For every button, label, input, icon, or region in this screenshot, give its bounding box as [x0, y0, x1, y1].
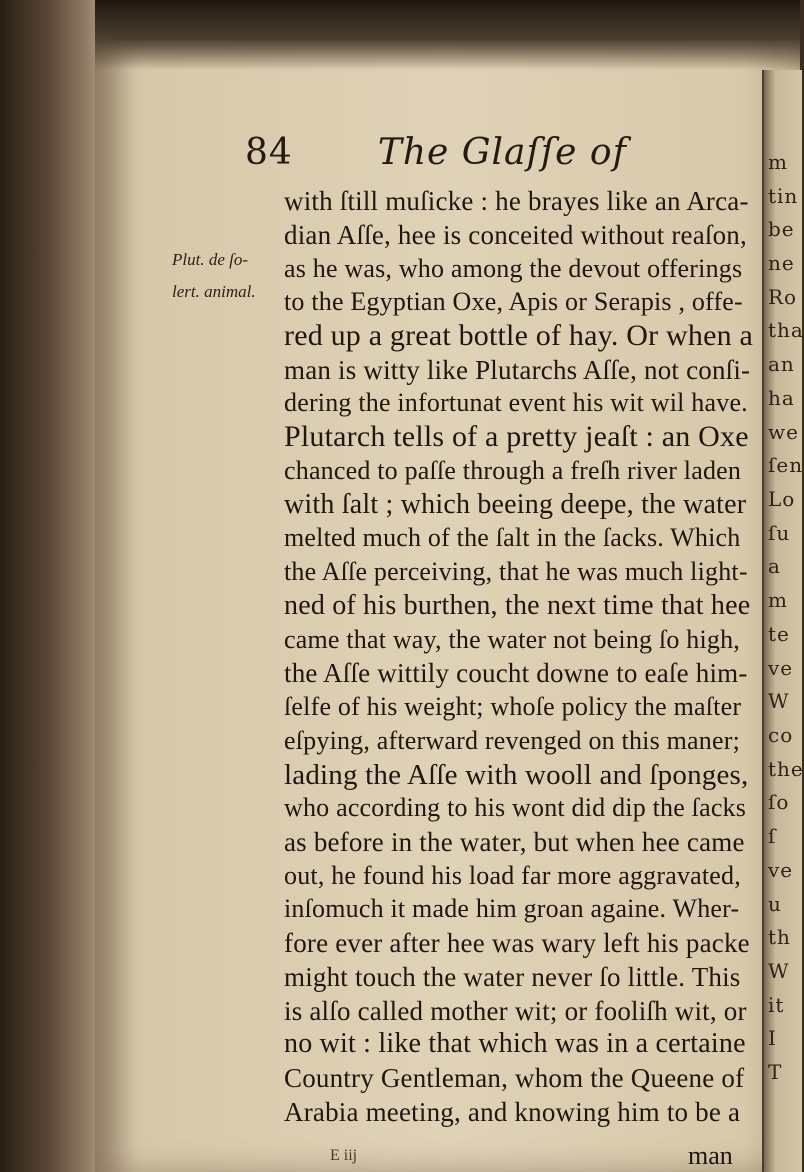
facing-fragment: ſen — [768, 453, 804, 477]
facing-fragment: a — [768, 554, 781, 578]
text-line: who according to his wont did dip the ſacks — [284, 793, 747, 822]
facing-fragment: it — [768, 993, 785, 1017]
facing-fragment: W — [768, 959, 790, 983]
facing-fragment: ne — [768, 251, 795, 275]
facing-fragment: be — [768, 217, 795, 241]
facing-fragment: te — [768, 622, 790, 646]
facing-fragment: T — [768, 1060, 783, 1084]
facing-fragment: we — [768, 420, 799, 444]
facing-fragment: ſ — [768, 824, 777, 848]
facing-fragment: ve — [768, 656, 794, 680]
text-line: man is witty like Plutarchs Aſſe, not conſi- — [284, 355, 751, 385]
book-gutter — [0, 0, 110, 1172]
text-line: inſomuch it made him groan againe. Wher- — [284, 894, 740, 923]
text-line: is alſo called mother wit; or fooliſh wit, or — [284, 996, 747, 1026]
facing-fragment: I — [768, 1026, 777, 1050]
text-line: ned of his burthen, the next time that hee — [284, 590, 751, 621]
text-line: ſelfe of his weight; whoſe policy the maſter — [284, 692, 742, 721]
facing-fragment: ſu — [768, 521, 791, 545]
text-line: dian Aſſe, hee is conceited without reaſon, — [284, 220, 747, 250]
text-line: no wit : like that which was in a certaine — [284, 1028, 746, 1059]
text-line: to the Egyptian Oxe, Apis or Serapis , offe- — [284, 287, 743, 316]
text-line: lading the Aſſe with wooll and ſponges, — [284, 759, 749, 791]
text-line: Arabia meeting, and knowing him to be a — [284, 1097, 741, 1127]
facing-fragment: m — [768, 150, 788, 174]
text-line: dering the infortunat event his wit wil have. — [284, 388, 748, 417]
facing-fragment: tin — [768, 184, 799, 208]
text-line: fore ever after hee was wary left his packe — [284, 928, 750, 958]
running-head — [245, 132, 627, 173]
facing-fragment: ſo — [768, 790, 790, 814]
text-line: red up a great bottle of hay. Or when a — [284, 319, 754, 352]
facing-fragment: ve — [768, 858, 794, 882]
facing-fragment: tha — [768, 318, 804, 342]
text-line: came that way, the water not being ſo high, — [284, 625, 740, 654]
facing-fragment: th — [768, 925, 791, 949]
text-line: as he was, who among the devout offerings — [284, 254, 743, 283]
margin-note: lert. animal. — [172, 282, 256, 301]
text-line: the Aſſe perceiving, that he was much light- — [284, 557, 748, 586]
text-line: might touch the water never ſo little. This — [284, 962, 741, 992]
margin-note: Plut. de ſo- — [172, 250, 249, 269]
page-number: 84 — [245, 132, 293, 173]
facing-fragment: co — [768, 723, 794, 747]
text-line: as before in the water, but when hee came — [284, 827, 745, 857]
text-line: Country Gentleman, whom the Queene of — [284, 1063, 745, 1093]
text-line: the Aſſe wittily coucht downe to eaſe him- — [284, 658, 748, 688]
text-line: with ſalt ; which beeing deepe, the water — [284, 489, 747, 520]
signature-mark: E iij — [330, 1147, 358, 1164]
text-line: with ſtill muſicke : he brayes like an Arca- — [284, 186, 749, 216]
text-line: eſpying, afterward revenged on this maner; — [284, 726, 741, 755]
facing-fragment: an — [768, 352, 795, 376]
facing-fragment: Lo — [768, 487, 796, 511]
facing-fragment: u — [768, 892, 782, 916]
facing-fragment: Ro — [768, 285, 798, 309]
facing-fragment: ha — [768, 386, 795, 410]
text-line: chanced to paſſe through a freſh river laden — [284, 456, 742, 485]
text-line: melted much of the ſalt in the ſacks. Which — [284, 523, 741, 552]
page-top-shadow — [95, 0, 800, 70]
catchword: man — [688, 1141, 733, 1170]
facing-fragment: W — [768, 689, 790, 713]
text-line: Plutarch tells of a pretty jeaſt : an Oxe — [284, 420, 749, 453]
facing-fragment: the — [768, 757, 804, 781]
facing-fragment: m — [768, 588, 788, 612]
text-line: out, he found his load far more aggravated, — [284, 861, 741, 890]
running-title: The Glaſſe of — [377, 132, 627, 173]
